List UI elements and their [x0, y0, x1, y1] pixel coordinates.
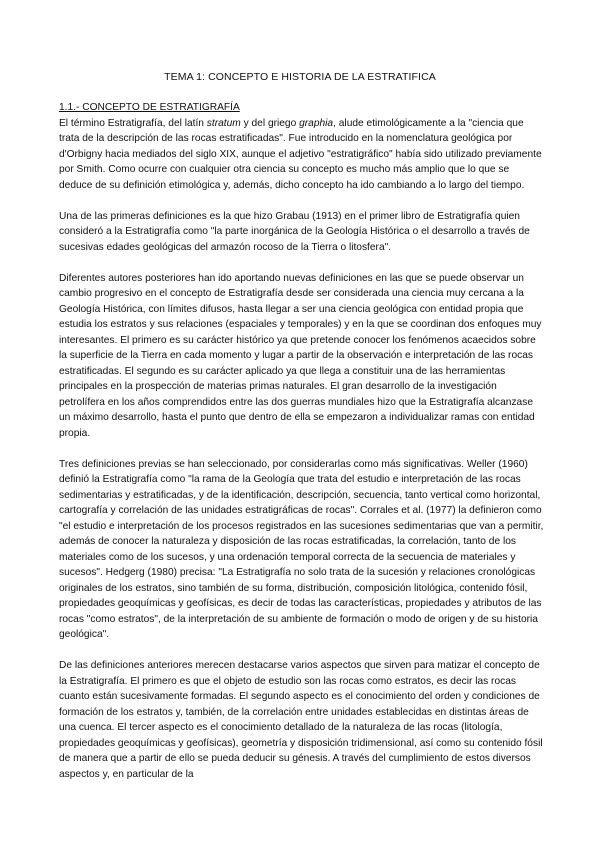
paragraph-4: Tres definiciones previas se han seleccionado, por considerarlas como más significativas. Weller (1960) definió la Estratigrafía como "la rama de la Geología que trata del estudio e interpretación de las rocas sedimentarias y estratificadas, y de la identificación, descripción, secuencia, tanto vertical como horizontal, cartografía y correlación de las unidades estratigráficas de rocas". Corrales et al. (1977) la definieron como "el estudio e interpretación de los procesos registrados en las sucesiones sedimentarias que van a permitir, además de conocer la naturaleza y disposición de las rocas estratificadas, la correlación, tanto de los materiales como de los sucesos, y una ordenación temporal correcta de la secuencia de materiales y sucesos". Hedgerg (1980) precisa: "La Estratigrafía no solo trata de la sucesión y relaciones cronológicas originales de los estratos, sino también de su forma, distribución, composición litológica, contenido fósil, propiedades geoquímicas y geofísicas, es decir de todas las características, propiedades y atributos de las rocas "como estratos", de la interpretación de su ambiente de formación o modo de origen y de su historia geológica".: [59, 458, 544, 640]
greek-term: graphia: [299, 117, 334, 129]
document-body: [59, 100, 545, 798]
section-heading: 1.1.- CONCEPTO DE ESTRATIGRAFÍA: [59, 102, 240, 113]
paragraph-3: Diferentes autores posteriores han ido aportando nuevas definiciones en las que se puede observar un cambio progresivo en el concepto de Estratigrafía desde ser considerada una ciencia muy cercana a la Geología Histórica, con límites difusos, hasta llegar a ser una ciencia geológica con entidad propia que estudia los estratos y sus relaciones (espaciales y temporales) y en la que se coordinan dos enfoques muy interesantes. El primero es su carácter histórico ya que pretende conocer los fenómenos acaecidos sobre la superficie de la Tierra en cada momento y lugar a partir de la observación e interpretación de las rocas estratificadas. El segundo es su carácter aplicado ya que llega a constituir una de las herramientas principales en la prospección de materias primas naturales. El gran desarrollo de la investigación petrolífera en los años comprendidos entre las dos guerras mundiales hizo que la Estratigrafía alcanzase un máximo desarrollo, hasta el punto que dentro de ella se empezaron a individualizar ramas con entidad propia.: [59, 272, 542, 439]
paragraph-2: Una de las primeras definiciones es la que hizo Grabau (1913) en el primer libro de Estratigrafía quien consideró a la Estratigrafía como "la parte inorgánica de la Geología Histórica o el desarrollo a través de sucesivas edades geológicas del armazón rocoso de la Tierra o litosfera".: [59, 210, 530, 253]
paragraph-5: De las definiciones anteriores merecen destacarse varios aspectos que sirven para matizar el concepto de la Estratigrafía. El primero es que el objeto de estudio son las rocas como estratos, es decir las rocas cuanto están sucesivamente formadas. El segundo aspecto es el conocimiento del orden y condiciones de formación de los estratos y, también, de la correlación entre unidades establecidas en distintas áreas de una cuenca. El tercer aspecto es el conocimiento detallado de la naturaleza de las rocas (litología, propiedades geoquímicas y geofísicas), geometría y disposición tridimensional, así como su contenido fósil de manera que a partir de ello se pueda deducir su génesis. A través del cumplimiento de estos diversos aspectos y, en particular de la: [59, 660, 543, 780]
latin-term: stratum: [206, 117, 241, 129]
document-title: TEMA 1: CONCEPTO E HISTORIA DE LA ESTRATIFICA: [164, 71, 436, 83]
paragraph-1: El término Estratigrafía, del latín stratum y del griego graphia, alude etimológicamente a la "ciencia que trata de la descripción de las rocas estratificadas". Fue introducido en la nomenclatura geológica por d'Orbigny hacia mediados del siglo XIX, aunque el adjetivo "estratigráfico" había sido utilizado previamente por Smith. Como ocurre con cualquier otra ciencia su concepto es mucho más amplio que lo que se deduce de su definición etimológica y, además, dicho concepto ha ido cambiando a lo largo del tiempo.: [59, 117, 542, 191]
